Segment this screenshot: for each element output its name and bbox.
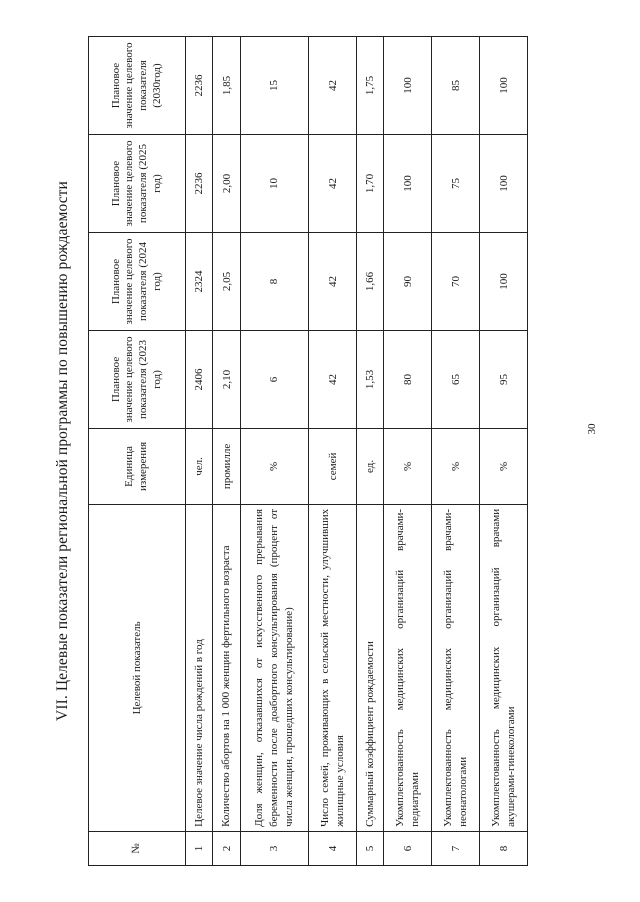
row-unit: % bbox=[240, 428, 308, 504]
table-row bbox=[356, 37, 383, 866]
row-value-2025: 2236 bbox=[186, 135, 213, 233]
row-unit: % bbox=[432, 428, 480, 504]
row-unit: семей bbox=[309, 428, 357, 504]
row-value-2030: 100 bbox=[480, 37, 528, 135]
page-number: 30 bbox=[586, 423, 598, 435]
row-value-2025: 10 bbox=[240, 135, 308, 233]
table-header-row bbox=[89, 37, 186, 866]
row-value-2025: 42 bbox=[309, 135, 357, 233]
row-value-2024: 2324 bbox=[186, 233, 213, 331]
row-value-2025: 75 bbox=[432, 135, 480, 233]
header-plan-2030: Плановое значение целевого показателя (2030год) bbox=[89, 37, 186, 135]
header-unit: Единица измерения bbox=[89, 428, 186, 504]
rotated-content bbox=[48, 36, 528, 866]
row-unit: ед. bbox=[356, 428, 383, 504]
row-value-2024: 1,66 bbox=[356, 233, 383, 331]
row-value-2024: 42 bbox=[309, 233, 357, 331]
row-value-2023: 2,10 bbox=[213, 330, 240, 428]
row-num: 1 bbox=[186, 831, 213, 865]
row-value-2030: 100 bbox=[384, 37, 432, 135]
row-value-2030: 85 bbox=[432, 37, 480, 135]
row-value-2024: 70 bbox=[432, 233, 480, 331]
row-value-2024: 100 bbox=[480, 233, 528, 331]
table-row bbox=[309, 37, 357, 866]
table-row bbox=[480, 37, 528, 866]
row-num: 4 bbox=[309, 831, 357, 865]
document-title: VII. Целевые показатели региональной программы по повышению рождаемости bbox=[54, 181, 71, 721]
table-row bbox=[186, 37, 213, 866]
row-num: 3 bbox=[240, 831, 308, 865]
row-value-2030: 2236 bbox=[186, 37, 213, 135]
row-unit: чел. bbox=[186, 428, 213, 504]
row-value-2030: 42 bbox=[309, 37, 357, 135]
row-value-2030: 1,75 bbox=[356, 37, 383, 135]
row-value-2023: 42 bbox=[309, 330, 357, 428]
header-indicator: Целевой показатель bbox=[89, 504, 186, 831]
row-value-2025: 2,00 bbox=[213, 135, 240, 233]
table-row bbox=[432, 37, 480, 866]
row-indicator: Укомплектованность медицинских организаций врачами-неонатологами bbox=[432, 504, 480, 831]
row-value-2023: 2406 bbox=[186, 330, 213, 428]
row-value-2025: 100 bbox=[480, 135, 528, 233]
row-value-2023: 6 bbox=[240, 330, 308, 428]
header-num: № bbox=[89, 831, 186, 865]
row-unit: промилле bbox=[213, 428, 240, 504]
row-num: 2 bbox=[213, 831, 240, 865]
row-value-2023: 1,53 bbox=[356, 330, 383, 428]
row-value-2025: 1,70 bbox=[356, 135, 383, 233]
row-value-2024: 90 bbox=[384, 233, 432, 331]
row-indicator: Укомплектованность медицинских организаций врачами-педиатрами bbox=[384, 504, 432, 831]
row-num: 6 bbox=[384, 831, 432, 865]
row-unit: % bbox=[384, 428, 432, 504]
row-value-2025: 100 bbox=[384, 135, 432, 233]
row-value-2023: 80 bbox=[384, 330, 432, 428]
row-num: 7 bbox=[432, 831, 480, 865]
row-indicator: Суммарный коэффициент рождаемости bbox=[356, 504, 383, 831]
header-plan-2024: Плановое значение целевого показателя (2024 год) bbox=[89, 233, 186, 331]
row-value-2024: 2,05 bbox=[213, 233, 240, 331]
table-row bbox=[384, 37, 432, 866]
table-row bbox=[240, 37, 308, 866]
header-plan-2025: Плановое значение целевого показателя (2025 год) bbox=[89, 135, 186, 233]
row-unit: % bbox=[480, 428, 528, 504]
table-row bbox=[213, 37, 240, 866]
row-indicator: Доля женщин, отказавшихся от искусственного прерывания беременности после доабортного консультирования (процент от числа женщин, прошедших консультирование) bbox=[240, 504, 308, 831]
row-value-2023: 95 bbox=[480, 330, 528, 428]
row-num: 5 bbox=[356, 831, 383, 865]
row-value-2023: 65 bbox=[432, 330, 480, 428]
row-indicator: Укомплектованность медицинских организаций врачами акушерами-гинекологами bbox=[480, 504, 528, 831]
header-plan-2023: Плановое значение целевого показателя (2023 год) bbox=[89, 330, 186, 428]
row-value-2024: 8 bbox=[240, 233, 308, 331]
row-num: 8 bbox=[480, 831, 528, 865]
row-value-2030: 15 bbox=[240, 37, 308, 135]
row-indicator: Целевое значение числа рождений в год bbox=[186, 504, 213, 831]
row-value-2030: 1,85 bbox=[213, 37, 240, 135]
row-indicator: Число семей, проживающих в сельской местности, улучшивших жилищные условия bbox=[309, 504, 357, 831]
indicators-table bbox=[88, 36, 528, 866]
row-indicator: Количество абортов на 1 000 женщин фертильного возраста bbox=[213, 504, 240, 831]
